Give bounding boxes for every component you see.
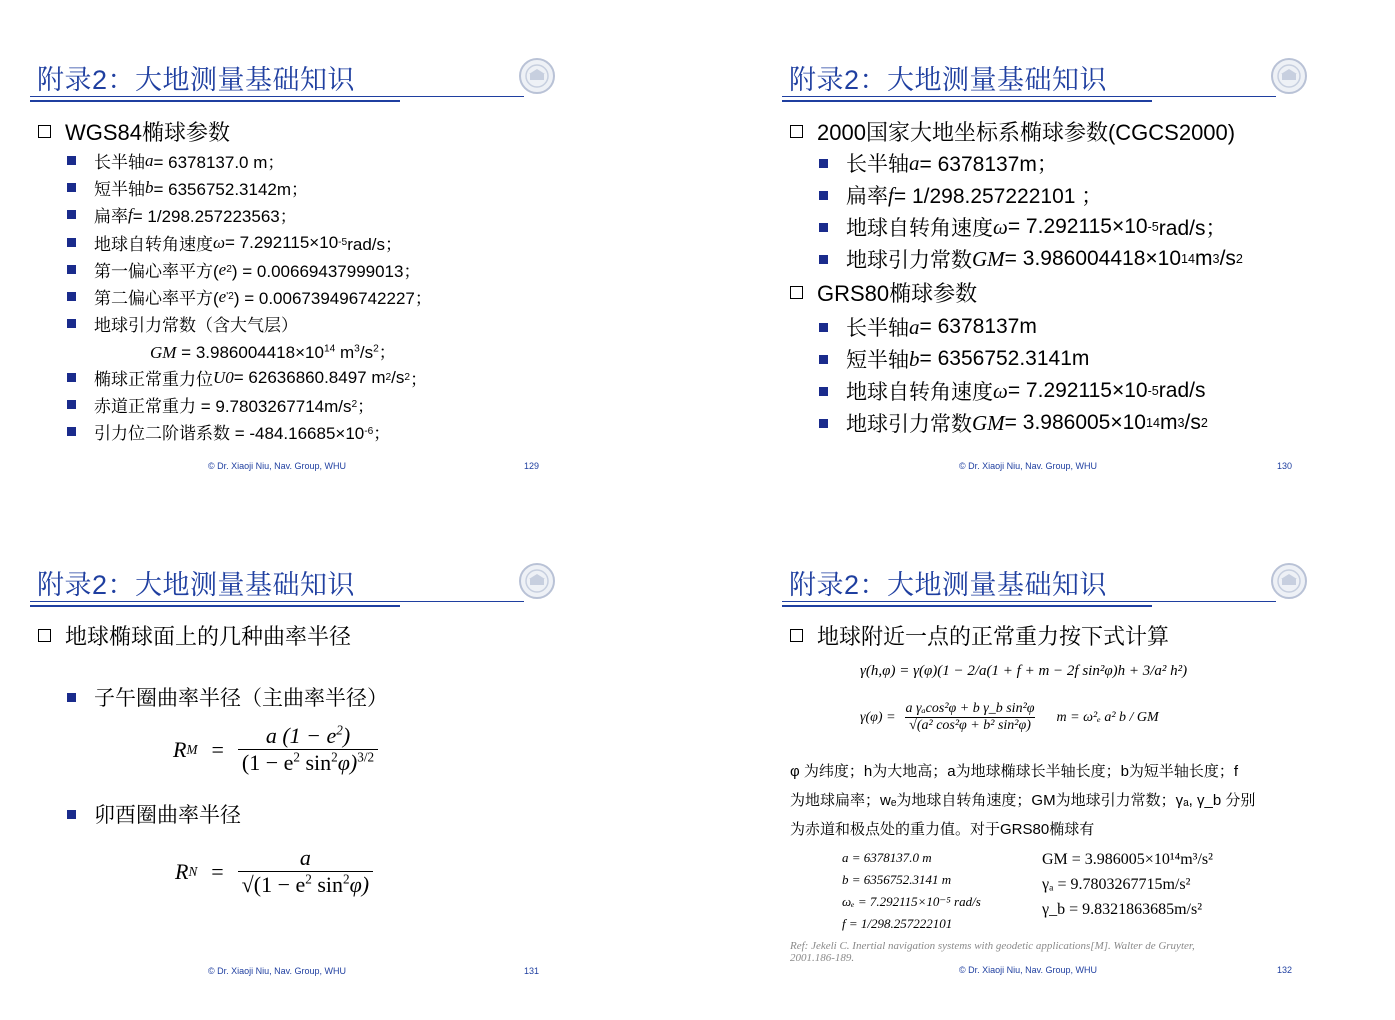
hollow-square-bullet-icon: [790, 125, 803, 138]
square-bullet-icon: [819, 255, 828, 264]
square-bullet-icon: [67, 210, 76, 219]
slide-title: 附录2：大地测量基础知识: [789, 570, 1108, 600]
heading: GRS80椭球参数: [790, 277, 977, 308]
grs80-values-left: a = 6378137.0 m b = 6356752.3141 m ωₑ = 7.292115×10⁻⁵ rad/s f = 1/298.257222101: [842, 850, 981, 931]
list-item: 长半轴 a = 6378137m；: [819, 148, 1058, 178]
slide-131: [0, 505, 697, 1015]
reference: Ref: Jekeli C. Inertial navigation systems with geodetic applications[M]. Walter de Gruyter, 2001.186-189.: [790, 940, 1195, 964]
square-bullet-icon: [67, 183, 76, 192]
list-item: 地球引力常数 GM = 3.986004418×10 14 m 3 /s 2: [819, 244, 1243, 274]
page-number: 129: [524, 461, 540, 471]
square-bullet-icon: [67, 400, 76, 409]
title-rule: [782, 601, 1276, 602]
square-bullet-icon: [67, 373, 76, 382]
hollow-square-bullet-icon: [790, 629, 803, 642]
square-bullet-icon: [819, 223, 828, 232]
list-item: 赤道正常重力 = 9.7803267714m/s 2 ；: [67, 392, 374, 417]
title-rule: [30, 96, 524, 97]
heading: 地球椭球面上的几种曲率半径: [38, 620, 351, 651]
footer-credit: © Dr. Xiaoji Niu, Nav. Group, WHU: [208, 966, 346, 976]
fraction: $\frac{a (1 - e^2)}{(1 - e^2 \sin^2\varphi)^{3/2}}$: [238, 723, 378, 776]
square-bullet-icon: [819, 323, 828, 332]
list-item: 长半轴 a = 6378137m: [819, 312, 1037, 342]
square-bullet-icon: [819, 387, 828, 396]
fraction: $\frac{a}{√(1 - e^2 \sin^2\varphi)}$: [238, 845, 373, 898]
hollow-square-bullet-icon: [790, 286, 803, 299]
gm-line: GM = $3.986004418\times 10^{14}$ $m^3/s^2$；: [150, 343, 396, 362]
title-rule: [782, 96, 1276, 97]
list-item: 第二偏心率平方( e '2 ) = 0.006739496742227；: [67, 284, 432, 309]
footer-credit: © Dr. Xiaoji Niu, Nav. Group, WHU: [959, 461, 1097, 471]
list-item: 短半轴 b = 6356752.3141m: [819, 344, 1089, 374]
slide-title: 附录2：大地测量基础知识: [37, 570, 356, 600]
formula-gravity: γ(h,φ) = γ(φ)(1 − 2/a(1 + f + m − 2f sin²φ)h + 3/a² h²): [860, 663, 1188, 679]
list-item: 扁率 f = 1/298.257222101 ；: [819, 180, 1102, 210]
heading: 2000国家大地坐标系椭球参数(CGCS2000): [790, 116, 1235, 147]
list-item: 地球引力常数 GM = 3.986005×10 14 m 3 /s 2: [819, 408, 1208, 438]
square-bullet-icon: [67, 238, 76, 247]
list-item: 椭球正常重力位 U0 = 62636860.8497 m 2 /s 2 ；: [67, 365, 427, 390]
paragraph: 为地球扁率；wₑ为地球自转角速度；GM为地球引力常数；γₐ, γ_b 分别: [790, 792, 1256, 809]
list-item: 短半轴 b = 6356752.3142m；: [67, 175, 308, 200]
grs80-values-right: GM = 3.986005×10¹⁴m³/s² γₐ = 9.7803267715m/s² γ_b = 9.8321863685m/s²: [1042, 851, 1213, 918]
page-number: 132: [1277, 965, 1293, 975]
paragraph: 为赤道和极点处的重力值。对于GRS80椭球有: [790, 821, 1095, 838]
university-logo-icon: [1270, 57, 1308, 95]
square-bullet-icon: [67, 427, 76, 436]
page-number: 131: [524, 966, 540, 976]
formula-rm: R M = $\frac{a (1 - e^2)}{(1 - e^2 \sin^2\varphi)^{3/2}}$: [173, 723, 378, 776]
fraction: $\frac{\text{a γₐcos²φ + b γ\_b sin²φ}}{\text{√(a² cos²φ + b² sin²φ)}}$: [905, 701, 1035, 733]
slide-132: [698, 505, 1395, 1015]
list-item: 长半轴 a = 6378137.0 m；: [67, 148, 284, 173]
formula-gamma-phi: γ(φ) = $\frac{\text{a γₐcos²φ + b γ\_b sin²φ}}{\text{√(a² cos²φ + b² sin²φ)}}$ m = ω²ₑ a² b / GM: [860, 701, 1159, 733]
footer-credit: © Dr. Xiaoji Niu, Nav. Group, WHU: [959, 965, 1097, 975]
heading: WGS84椭球参数: [38, 116, 230, 147]
square-bullet-icon: [819, 419, 828, 428]
title-rule-thick: [30, 100, 400, 102]
university-logo-icon: [1270, 562, 1308, 600]
square-bullet-icon: [67, 319, 76, 328]
square-bullet-icon: [819, 191, 828, 200]
footer-credit: © Dr. Xiaoji Niu, Nav. Group, WHU: [208, 461, 346, 471]
page-number: 130: [1277, 461, 1293, 471]
list-item: 第一偏心率平方( e 2 ) = 0.00669437999013；: [67, 257, 420, 282]
square-bullet-icon: [819, 355, 828, 364]
list-item: 地球引力常数（含大气层）: [67, 311, 298, 336]
paragraph: φ 为纬度；h为大地高；a为地球椭球长半轴长度；b为短半轴长度；f: [790, 763, 1239, 780]
list-item: 引力位二阶谐系数 = -484.16685×10 -6 ；: [67, 419, 390, 444]
slide-title: 附录2：大地测量基础知识: [789, 65, 1108, 95]
university-logo-icon: [518, 562, 556, 600]
list-item: 地球自转角速度 ω = 7.292115×10 -5 rad/s；: [67, 230, 402, 255]
list-item: 地球自转角速度 ω = 7.292115×10 -5 rad/s；: [819, 212, 1226, 242]
list-item: 地球自转角速度 ω = 7.292115×10 -5 rad/s: [819, 376, 1205, 406]
square-bullet-icon: [67, 156, 76, 165]
hollow-square-bullet-icon: [38, 125, 51, 138]
slide-129: [0, 0, 697, 510]
title-rule-thick: [782, 605, 1152, 607]
title-rule: [30, 601, 524, 602]
square-bullet-icon: [67, 292, 76, 301]
title-rule-thick: [782, 100, 1152, 102]
heading: 地球附近一点的正常重力按下式计算: [790, 620, 1169, 651]
list-item: 子午圈曲率半径（主曲率半径）: [67, 682, 388, 712]
square-bullet-icon: [819, 159, 828, 168]
formula-rn: R N = $\frac{a}{√(1 - e^2 \sin^2\varphi)}$: [175, 845, 373, 898]
title-rule-thick: [30, 605, 400, 607]
square-bullet-icon: [67, 693, 76, 702]
list-item: 扁率 f = 1/298.257223563；: [67, 202, 297, 227]
square-bullet-icon: [67, 265, 76, 274]
square-bullet-icon: [67, 810, 76, 819]
slide-title: 附录2：大地测量基础知识: [37, 65, 356, 95]
slide-130: [698, 0, 1395, 510]
hollow-square-bullet-icon: [38, 629, 51, 642]
university-logo-icon: [518, 57, 556, 95]
list-item: 卯酉圈曲率半径: [67, 799, 241, 829]
